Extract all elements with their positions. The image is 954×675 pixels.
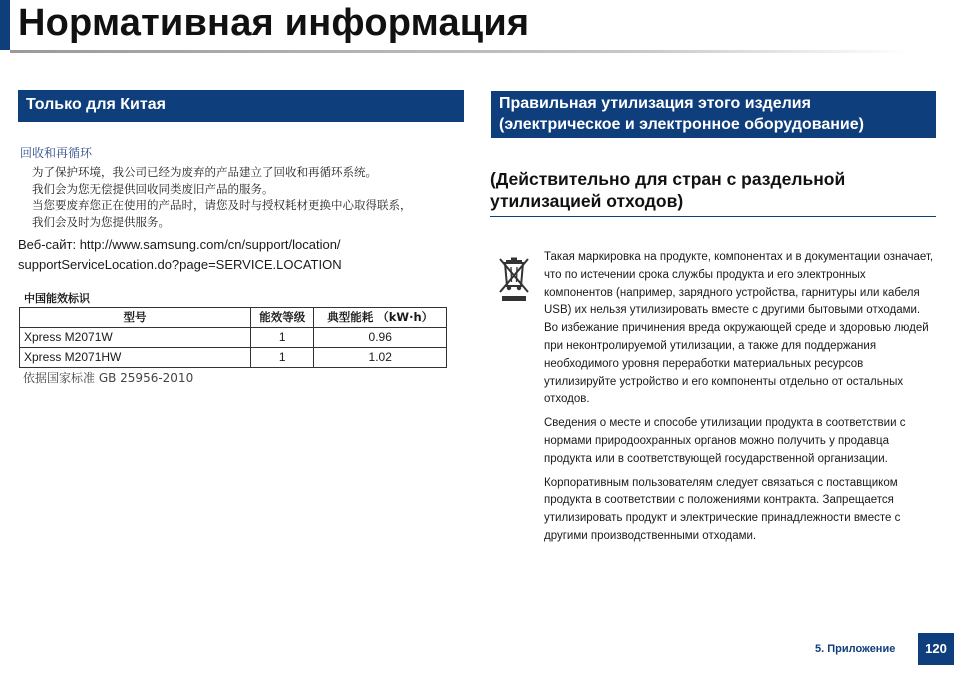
table-cell-model: Xpress M2071HW <box>20 348 251 368</box>
paragraph: Такая маркировка на продукте, компонентах и в документации означает, что по истечении срока службы продукта и его электронных компонентов (например, зарядного устройства, гарнитуры или кабеля USB) их нельзя утилизировать вместе с другими бытовыми отходами. Во избежание причинения вреда окружающей среде и здоровью людей при неконтролируемой утилизации, а также для поддержания необходимого уровня переработки материальных ресурсов утилизируйте устройство и его компоненты отдельно от остальных отходов. <box>544 251 934 406</box>
recycle-heading: 回收和再循环 <box>20 146 93 160</box>
website-line[interactable]: Веб-сайт: http://www.samsung.com/cn/support/location/ <box>18 237 341 252</box>
website-line[interactable]: supportServiceLocation.do?page=SERVICE.LOCATION <box>18 257 342 272</box>
table-row <box>20 348 447 368</box>
section-title-line: Правильная утилизация этого изделия <box>499 95 811 112</box>
energy-label-title: 中国能效标识 <box>24 292 90 305</box>
header-accent-bar <box>0 0 10 50</box>
table-cell-class: 1 <box>251 328 314 348</box>
table-header-model: 型号 <box>20 308 251 328</box>
table-cell-model: Xpress M2071W <box>20 328 251 348</box>
table-cell-class: 1 <box>251 348 314 368</box>
page-title: Нормативная информация <box>18 2 530 44</box>
sub-heading-line: утилизацией отходов) <box>490 191 684 211</box>
sub-heading <box>490 168 936 217</box>
table-cell-consumption: 0.96 <box>314 328 447 348</box>
disposal-text <box>544 249 936 552</box>
energy-table <box>19 307 447 368</box>
section-title-china: Только для Китая <box>18 90 464 122</box>
section-title-line: (электрическое и электронное оборудование) <box>499 116 864 133</box>
page-number: 120 <box>918 633 954 665</box>
footer-section-label: 5. Приложение <box>815 643 896 655</box>
standard-note: 依据国家标准 GB 25956-2010 <box>23 371 194 385</box>
sub-heading-line: (Действительно для стран с раздельной <box>490 169 846 189</box>
table-header-consumption: 典型能耗 （kW·h） <box>314 308 447 328</box>
recycle-line: 为了保护环境，我公司已经为废弃的产品建立了回收和再循环系统。 <box>32 165 377 179</box>
recycle-line: 我们会为您无偿提供回收同类废旧产品的服务。 <box>32 181 274 196</box>
table-header-class: 能效等级 <box>251 308 314 328</box>
paragraph: Корпоративным пользователям следует связаться с поставщиком продукта в соответствии с положениями контракта. Запрещается утилизировать продукт и электрические принадлежности вместе с другими производственными отходами. <box>544 476 901 542</box>
recycle-line: 当您要废弃您正在使用的产品时，请您及时与授权耗材更换中心取得联系， <box>32 198 412 212</box>
table-row <box>20 328 447 348</box>
table-cell-consumption: 1.02 <box>314 348 447 368</box>
recycle-paragraph <box>32 164 472 230</box>
crossed-out-wheelie-bin-icon <box>497 256 531 304</box>
table-header-row <box>20 308 447 328</box>
section-title-disposal <box>491 91 936 138</box>
title-divider <box>10 50 910 53</box>
website-info <box>18 235 342 275</box>
recycle-line: 我们会及时为您提供服务。 <box>32 214 170 229</box>
paragraph: Сведения о месте и способе утилизации продукта в соответствии с нормами природоохранных органов можно получить у продавца продукта или в соответствующей государственной организации. <box>544 417 906 465</box>
